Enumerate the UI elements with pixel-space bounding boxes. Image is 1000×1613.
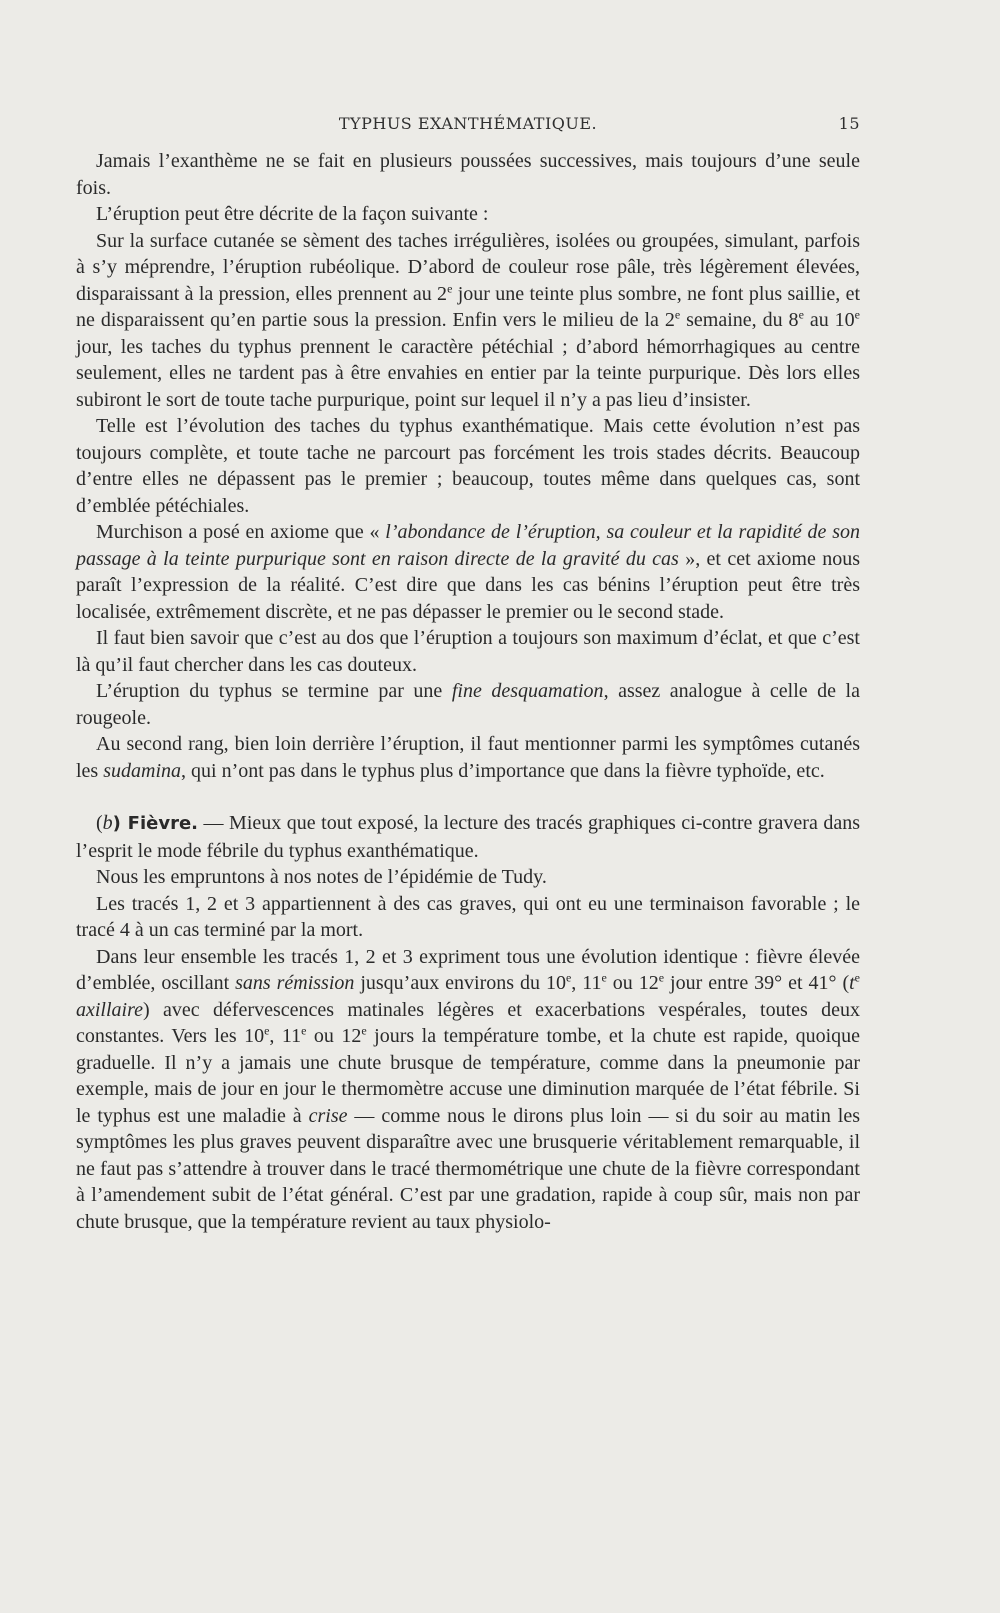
paragraph: Au second rang, bien loin derrière l’éruption, il faut mentionner parmi les symptômes cutanés les sudamina, qui n’ont pas dans le typhus plus d’importance que dans la fièvre typhoïde, etc. <box>76 733 860 782</box>
running-title: TYPHUS EXANTHÉMATIQUE. <box>338 114 598 133</box>
paragraph: Murchison a posé en axiome que « l’abondance de l’éruption, sa couleur et la rapidité de son passage à la teinte purpurique sont en raison directe de la gravité du cas », et cet axiome nous paraît l’expression de la réalité. C’est dire que dans les cas bénins l’éruption peut être très localisée, extrêmement discrète, et ne pas dépasser le premier ou le second stade. <box>76 521 860 623</box>
section-fievre: (b) Fièvre. — Mieux que tout exposé, la lecture des tracés graphiques ci-contre gravera dans l’esprit le mode fébrile du typhus exanthématique. <box>76 812 860 862</box>
running-header <box>76 114 860 138</box>
paragraph: Sur la surface cutanée se sèment des taches irrégulières, isolées ou groupées, simulant, parfois à s’y méprendre, l’éruption rubéolique. D’abord de couleur rose pâle, très légèrement élevées, disparaissant à la pression, elles prennent au 2e jour une teinte plus sombre, ne font plus saillie, et ne disparaissent qu’en partie sous la pression. Enfin vers le milieu de la 2e semaine, du 8e au 10e jour, les taches du typhus prennent le caractère pétéchial ; d’abord hémorrhagiques au centre seulement, elles ne tardent pas à être envahies en entier par la teinte purpurique. Dès lors elles subiront le sort de toute tache purpurique, point sur lequel il n’y a pas lieu d’insister. <box>76 229 861 411</box>
page-number: 15 <box>838 114 860 133</box>
paragraph: L’éruption du typhus se termine par une fine desquamation, assez analogue à celle de la rougeole. <box>76 680 860 729</box>
paragraph: Jamais l’exanthème ne se fait en plusieurs poussées successives, mais toujours d’une seule fois. <box>76 150 860 199</box>
paragraph: Nous les empruntons à nos notes de l’épidémie de Tudy. <box>96 866 547 888</box>
section-heading: ) Fièvre. <box>112 813 199 834</box>
paragraph: Telle est l’évolution des taches du typhus exanthématique. Mais cette évolution n’est pas toujours complète, et toute tache ne parcourt pas forcément les trois stades décrits. Beaucoup d’entre elles ne dépassent pas le premier ; beaucoup, toutes même dans quelques cas, sont d’emblée pétéchiales. <box>76 415 860 517</box>
body-text <box>76 148 860 1235</box>
paragraph: Dans leur ensemble les tracés 1, 2 et 3 expriment tous une évolution identique : fièvre élevée d’emblée, oscillant sans rémission jusqu’aux environs du 10e, 11e ou 12e jour entre 39° et 41° ($t^e$ axillaire) avec défervescences matinales légères et exacerbations vespérales, toutes deux constantes. Vers les 10e, 11e ou 12e jours la température tombe, et la chute est rapide, quoique graduelle. Il n’y a jamais une chute brusque de température, comme dans la pneumonie par exemple, mais de jour en jour le thermomètre accuse une diminution marquée de l’état fébrile. Si le typhus est une maladie à crise — comme nous le dirons plus loin — si du soir au matin les symptômes les plus graves peuvent disparaître avec une brusquerie véritablement remarquable, il ne faut pas s’attendre à trouver dans le tracé thermométrique une chute de la fièvre correspondant à l’amendement subit de l’état général. C’est par une gradation, rapide à coup sûr, mais non par chute brusque, que la température revient au taux physiolo- <box>76 945 860 1233</box>
paragraph: Les tracés 1, 2 et 3 appartiennent à des cas graves, qui ont eu une terminaison favorable ; le tracé 4 à un cas terminé par la mort. <box>76 892 860 941</box>
paragraph: Il faut bien savoir que c’est au dos que l’éruption a toujours son maximum d’éclat, et que c’est là qu’il faut chercher dans les cas douteux. <box>76 627 860 676</box>
paragraph: L’éruption peut être décrite de la façon suivante : <box>96 203 489 225</box>
